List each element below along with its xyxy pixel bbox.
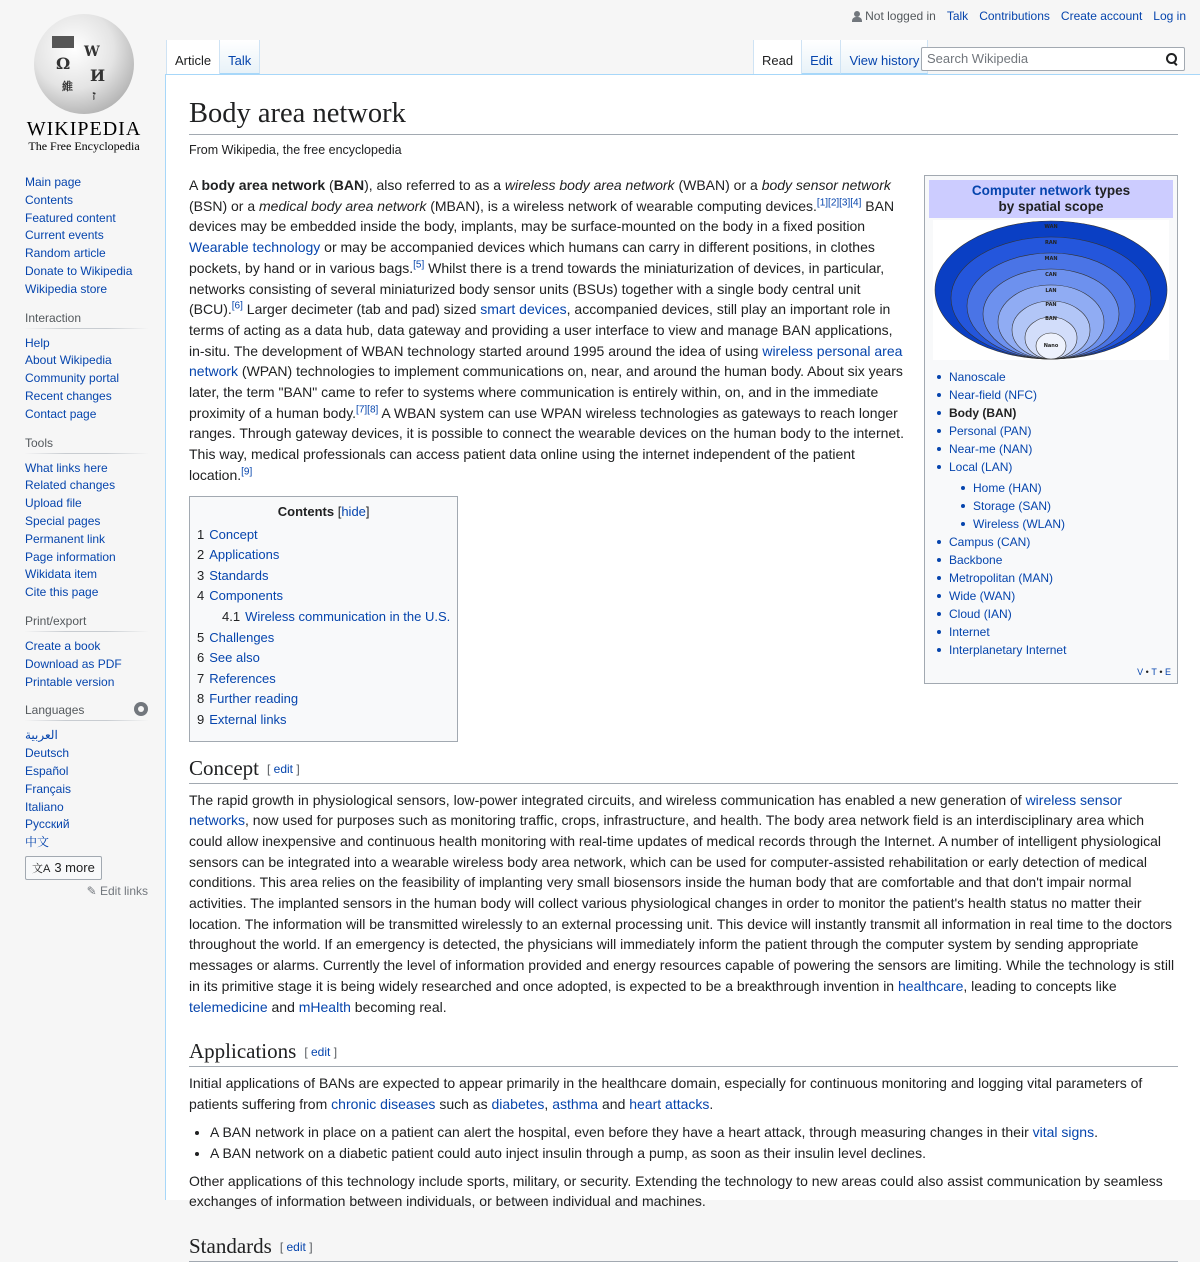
section-heading-standards: Standards [ edit ]: [189, 1234, 1178, 1262]
lang-german[interactable]: Deutsch: [25, 746, 70, 761]
sidebar-item-printable-version[interactable]: Printable version: [25, 674, 115, 689]
tab-article[interactable]: Article: [166, 40, 220, 74]
sidebar-item-contents[interactable]: Contents: [25, 192, 74, 207]
navbox-title: Computer network types by spatial scope: [929, 180, 1173, 218]
navbox-near-me[interactable]: Near-me (NAN): [949, 442, 1033, 457]
personal-talk-link[interactable]: Talk: [946, 9, 969, 23]
sidebar-item-create-book[interactable]: Create a book: [25, 638, 101, 653]
telemedicine-link[interactable]: telemedicine: [189, 998, 268, 1015]
citation-1-4[interactable]: [1][2][3][4]: [816, 197, 862, 209]
navbox-backbone[interactable]: Backbone: [949, 553, 1003, 568]
section-heading-applications: Applications [ edit ]: [189, 1039, 1178, 1067]
sidebar-item-help[interactable]: Help: [25, 335, 50, 350]
sidebar-item-main-page[interactable]: Main page: [25, 175, 82, 189]
lang-chinese[interactable]: 中文: [25, 835, 50, 850]
tools-portal: [25, 436, 148, 602]
gear-icon[interactable]: [134, 702, 148, 716]
site-subtitle: From Wikipedia, the free encyclopedia: [189, 143, 402, 158]
contributions-link[interactable]: Contributions: [979, 9, 1050, 23]
wpan-link[interactable]: wireless personal area network: [189, 342, 903, 380]
computer-network-link[interactable]: Computer network: [971, 183, 1092, 199]
diabetes-link[interactable]: diabetes: [491, 1095, 545, 1112]
page-title: Body area network: [189, 95, 1178, 135]
list-item: • A BAN network in place on a patient can alert the hospital, even before they have a heart attack, through measuring changes in their vital signs.: [210, 1122, 1178, 1144]
more-languages-button[interactable]: 文A 3 more: [25, 856, 102, 880]
sidebar-item-donate[interactable]: Donate to Wikipedia: [25, 263, 133, 278]
sidebar-item-download-pdf[interactable]: Download as PDF: [25, 656, 122, 671]
svg-text:RAN: RAN: [1045, 240, 1057, 247]
pencil-icon: ✎: [86, 883, 97, 898]
svg-text:PAN: PAN: [1045, 302, 1057, 309]
toc-item-challenges[interactable]: 5 Challenges: [197, 629, 275, 645]
edit-template-link[interactable]: E: [1164, 667, 1171, 678]
tools-heading: Tools: [25, 436, 148, 454]
vital-signs-link[interactable]: vital signs: [1032, 1123, 1095, 1140]
globe-icon: Ω W И 維 ז: [34, 14, 134, 114]
search-icon[interactable]: [1166, 53, 1178, 65]
chronic-diseases-link[interactable]: chronic diseases: [331, 1095, 436, 1112]
wireless-sensor-networks-link[interactable]: wireless sensor networks: [189, 791, 1123, 829]
edit-links[interactable]: ✎ Edit links: [86, 883, 148, 898]
applications-paragraph-2: Other applications of this technology include sports, military, or security. Extending the technology to new areas could also assist communication by seamless exchanges of information between individuals, or between individual and machines.: [189, 1172, 1163, 1210]
lang-spanish[interactable]: Español: [25, 763, 69, 778]
navbox-interplanetary[interactable]: Interplanetary Internet: [949, 643, 1067, 658]
asthma-link[interactable]: asthma: [552, 1095, 599, 1112]
sidebar-item-community-portal[interactable]: Community portal: [25, 371, 120, 386]
svg-text:BAN: BAN: [1045, 316, 1057, 323]
section-heading-concept: Concept [ edit ]: [189, 756, 1178, 784]
not-logged-in: Not logged in: [852, 9, 936, 23]
view-tabs: [753, 40, 928, 74]
search-input[interactable]: Search Wikipedia: [921, 47, 1185, 71]
sidebar-item-cite-page[interactable]: Cite this page: [25, 585, 99, 600]
personal-tools: [852, 9, 1186, 23]
navbox-personal[interactable]: Personal (PAN): [949, 424, 1032, 439]
sidebar-item-upload-file[interactable]: Upload file: [25, 496, 82, 511]
list-item: • A BAN network on a diabetic patient could auto inject insulin through a pump, as soon as their insulin level declines.: [210, 1143, 1178, 1165]
toc-item-wireless-us[interactable]: 4.1 Wireless communication in the U.S.: [222, 608, 451, 624]
sidebar-item-store[interactable]: Wikipedia store: [25, 281, 108, 296]
user-icon: [852, 11, 862, 22]
network-types-navbox: [924, 175, 1178, 684]
namespace-tabs: [166, 40, 260, 74]
wordmark: WIKIPEDIA: [26, 118, 142, 140]
navbox-body-ban: Body (BAN): [943, 404, 1173, 422]
sidebar-item-permanent-link[interactable]: Permanent link: [25, 531, 106, 546]
interaction-portal: [25, 311, 148, 424]
svg-text:CAN: CAN: [1045, 272, 1057, 279]
edit-concept-link[interactable]: edit: [273, 761, 294, 776]
toc-item-external-links[interactable]: 9 External links: [197, 711, 287, 727]
navbox-local[interactable]: Local (LAN): [949, 460, 1013, 475]
languages-portal: [25, 703, 148, 898]
sidebar: [0, 160, 165, 910]
sidebar-item-page-information[interactable]: Page information: [25, 549, 116, 564]
translate-icon: 文A: [32, 862, 51, 875]
toc-item-components[interactable]: 4 Components: [197, 588, 283, 604]
toc-item-see-also[interactable]: 6 See also: [197, 650, 260, 666]
applications-paragraph-1: Initial applications of BANs are expected to appear primarily in the healthcare domain, especially for continuous monitoring and logging vital parameters of patients suffering from chronic diseases such as diabetes, asthma and heart attacks.: [189, 1075, 1143, 1112]
edit-applications-link[interactable]: edit: [311, 1045, 331, 1060]
citation-6[interactable]: [6]: [231, 300, 243, 312]
svg-text:Nano: Nano: [1043, 343, 1059, 350]
navbox-storage[interactable]: Storage (SAN): [973, 499, 1052, 514]
interaction-heading: Interaction: [25, 311, 148, 329]
svg-text:WAN: WAN: [1044, 224, 1058, 231]
main-content: [165, 74, 1200, 1259]
wearable-technology-link[interactable]: Wearable technology: [189, 239, 321, 256]
smart-devices-link[interactable]: smart devices: [480, 301, 567, 318]
tab-talk[interactable]: Talk: [220, 40, 260, 74]
sidebar-item-special-pages[interactable]: Special pages: [25, 513, 101, 528]
toc-item-references[interactable]: 7 References: [197, 670, 276, 686]
tab-view-history[interactable]: View history: [841, 40, 928, 74]
table-of-contents: [189, 496, 458, 742]
citation-5[interactable]: [5]: [413, 259, 425, 271]
healthcare-link[interactable]: healthcare: [897, 977, 964, 994]
toc-hide-link[interactable]: hide: [341, 503, 366, 519]
svg-text:MAN: MAN: [1044, 256, 1058, 263]
lang-arabic[interactable]: العربية: [25, 728, 58, 743]
network-scope-diagram[interactable]: [933, 220, 1169, 360]
tab-read[interactable]: Read: [753, 40, 802, 74]
create-account-link[interactable]: Create account: [1060, 9, 1143, 23]
navbox-metropolitan[interactable]: Metropolitan (MAN): [949, 571, 1054, 586]
lang-italian[interactable]: Italiano: [25, 799, 64, 814]
sidebar-item-related-changes[interactable]: Related changes: [25, 478, 116, 493]
sidebar-item-wikidata-item[interactable]: Wikidata item: [25, 567, 98, 582]
heart-attacks-link[interactable]: heart attacks: [629, 1095, 710, 1112]
lang-french[interactable]: Français: [25, 781, 72, 796]
tagline: The Free Encyclopedia: [28, 139, 140, 153]
concept-paragraph: The rapid growth in physiological sensors, low-power integrated circuits, and wireless communication has enabled a new generation of wireless sensor networks, now used for purposes such as monitoring traffic, crops, infrastructure, and health. The body area network field is an interdisciplinary area which could allow inexpensive and continuous health monitoring with real-time updates of medical records through the Internet. A number of intelligent physiological sensors can be integrated into a wearable wireless body area network, which can be used for computer-assisted rehabilitation or early detection of medical conditions. This area relies on the feasibility of implanting very small biosensors inside the human body that are comfortable and that don't impair normal activities. The implanted sensors in the human body will collect various physiological changes in order to monitor the patient's health status no matter their location. The information will be transmitted wirelessly to an external processing unit. This device will instantly transmit all information in real time to the doctors throughout the world. If an emergency is detected, the physicians will immediately inform the patient through the computer system by sending appropriate messages or alarms. Currently the level of information provided and energy resources capable of powering the sensors are limiting. While the technology is still in its primitive stage it is being widely researched and once adopted, is expected to be a breakthrough invention in healthcare, leading to concepts like telemedicine and mHealth becoming real.: [189, 791, 1175, 1015]
wikipedia-logo[interactable]: [22, 8, 146, 153]
print-portal: [25, 614, 148, 691]
sidebar-item-contact[interactable]: Contact page: [25, 406, 97, 421]
languages-heading: Languages: [25, 703, 148, 721]
applications-list: [189, 1122, 1178, 1165]
navbox-internet[interactable]: Internet: [949, 625, 990, 640]
toc-item-applications[interactable]: 2 Applications: [197, 547, 280, 563]
svg-text:LAN: LAN: [1045, 288, 1057, 295]
sidebar-item-what-links-here[interactable]: What links here: [25, 460, 108, 475]
intro-paragraph: A body area network (BAN), also referred to as a wireless body area network (WBAN) or a body sensor network (BSN) or a medical body area network (MBAN), is a wireless network of wearable computing devices.[1][2][3][4] BAN devices may be embedded inside the body, implants, may be surface-mounted on the body in a fixed position Wearable technology or may be accompanied devices which humans can carry in different positions, in clothes pockets, by hand or in various bags.[5] Whilst there is a trend towards the miniaturization of devices, in particular, networks consisting of several miniaturized body sensor units (BSUs) together with a single body central unit (BCU).[6] Larger decimeter (tab and pad) sized smart devices, accompanied devices, still play an important role in terms of acting as a data hub, data gateway and providing a user interface to view and manage BAN applications, in-situ. The development of WBAN technology started around 1995 around the idea of using wireless personal area network (WPAN) technologies to implement communications on, near, and around the human body. About six years later, the term "BAN" came to refer to systems where communication is entirely within, on, and in the immediate proximity of a human body.[7][8] A WBAN system can use WPAN wireless technologies as gateways to reach longer ranges. Through gateway devices, it is possible to connect the wearable devices on the human body to the internet. This way, medical professionals can access patient data online using the internet independent of the patient location.[9]: [189, 177, 904, 483]
sidebar-item-current-events[interactable]: Current events: [25, 228, 104, 243]
toc-item-standards[interactable]: 3 Standards: [197, 567, 269, 583]
edit-standards-link[interactable]: edit: [286, 1240, 306, 1255]
citation-7-8[interactable]: [7][8]: [356, 404, 379, 416]
sidebar-item-random-article[interactable]: Random article: [25, 246, 106, 261]
toc-item-concept[interactable]: 1 Concept: [197, 526, 258, 542]
citation-9[interactable]: [9]: [241, 466, 253, 478]
navbox-wide[interactable]: Wide (WAN): [949, 589, 1016, 604]
toc-title: Contents [hide]: [277, 503, 370, 519]
view-template-link[interactable]: V: [1137, 667, 1144, 678]
sidebar-item-featured-content[interactable]: Featured content: [25, 210, 116, 225]
sidebar-item-about[interactable]: About Wikipedia: [25, 353, 112, 368]
tab-edit[interactable]: Edit: [802, 40, 841, 74]
print-heading: Print/export: [25, 614, 148, 632]
navbox-cloud[interactable]: Cloud (IAN): [949, 607, 1012, 622]
navbox-near-field[interactable]: Near-field (NFC): [949, 388, 1038, 403]
lang-russian[interactable]: Русский: [25, 817, 70, 832]
navbox-campus[interactable]: Campus (CAN): [949, 535, 1031, 550]
toc-item-further-reading[interactable]: 8 Further reading: [197, 691, 299, 707]
sidebar-item-recent-changes[interactable]: Recent changes: [25, 388, 112, 403]
navbox-wireless[interactable]: Wireless (WLAN): [973, 517, 1065, 532]
login-link[interactable]: Log in: [1153, 9, 1186, 23]
vte-links: V • T • E: [1137, 667, 1171, 678]
navbox-home[interactable]: Home (HAN): [973, 481, 1042, 496]
mhealth-link[interactable]: mHealth: [298, 998, 351, 1015]
navigation-portal: [25, 174, 148, 299]
navbox-nanoscale[interactable]: Nanoscale: [949, 370, 1006, 385]
talk-template-link[interactable]: T: [1151, 667, 1157, 678]
